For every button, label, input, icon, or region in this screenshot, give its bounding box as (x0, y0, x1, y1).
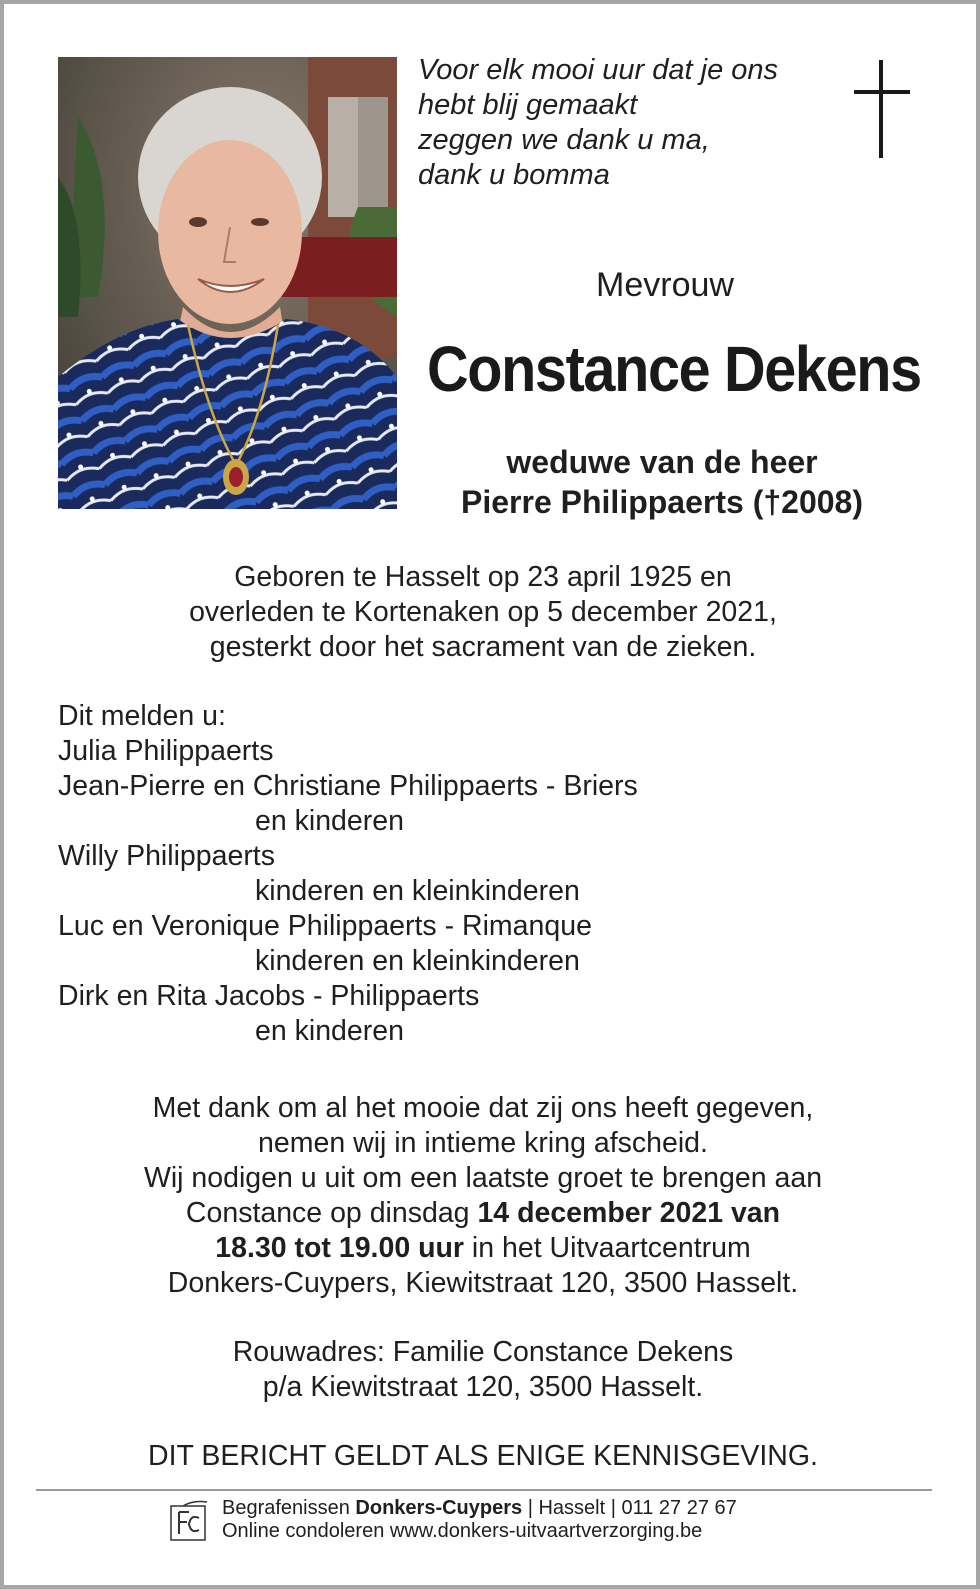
deceased-name: Constance Dekens (427, 333, 921, 405)
widow-line: Pierre Philippaerts (†2008) (461, 484, 863, 520)
poem (418, 53, 838, 193)
family-member-descendants: kinderen en kleinkinderen (255, 875, 580, 907)
details-line: gesterkt door het sacrament van de zieken. (209, 631, 757, 663)
invitation-line (58, 1196, 908, 1231)
funeral-home-logo-icon (169, 1500, 209, 1542)
details-line: overleden te Kortenaken op 5 december 2021, (189, 596, 777, 628)
portrait-photo (58, 57, 397, 509)
invitation-line (58, 1231, 908, 1266)
footer-divider (36, 1489, 932, 1491)
footer-text (222, 1497, 737, 1543)
family-intro: Dit melden u: (58, 700, 226, 732)
footer-website-line: Online condoleren www.donkers-uitvaartverzorging.be (222, 1520, 703, 1542)
invitation-line: Donkers-Cuypers, Kiewitstraat 120, 3500 Hasselt. (167, 1267, 799, 1299)
invitation-text: Constance op dinsdag (185, 1197, 478, 1229)
cross-icon (854, 60, 910, 158)
family-member: Luc en Veronique Philippaerts - Rimanque (58, 910, 592, 942)
family-list (58, 699, 918, 1049)
poem-line: Voor elk mooi uur dat je ons (418, 54, 779, 86)
footer-line (222, 1497, 737, 1520)
invitation-line: Met dank om al het mooie dat zij ons heeft gegeven, (152, 1092, 814, 1124)
farewell-invitation (58, 1091, 908, 1301)
invitation-time: 18.30 tot 19.00 uur (215, 1232, 464, 1264)
family-member: Dirk en Rita Jacobs - Philippaerts (58, 980, 480, 1012)
address-line: Rouwadres: Familie Constance Dekens (232, 1336, 734, 1368)
invitation-date: 14 december 2021 van (477, 1197, 781, 1229)
footer-text-part: Begrafenissen (222, 1497, 356, 1519)
widow-statement (412, 442, 912, 522)
family-member: Willy Philippaerts (58, 840, 275, 872)
family-member: Julia Philippaerts (58, 735, 274, 767)
family-member-descendants: en kinderen (255, 805, 404, 837)
invitation-line: Wij nodigen u uit om een laatste groet te brengen aan (143, 1162, 823, 1194)
mourning-address (58, 1335, 908, 1405)
birth-death-details (58, 560, 908, 665)
official-notice: DIT BERICHT GELDT ALS ENIGE KENNISGEVING. (148, 1440, 818, 1472)
family-member: Jean-Pierre en Christiane Philippaerts - Briers (58, 770, 638, 802)
poem-line: zeggen we dank u ma, (418, 124, 710, 156)
family-member-descendants: kinderen en kleinkinderen (255, 945, 580, 977)
details-line: Geboren te Hasselt op 23 april 1925 en (234, 561, 732, 593)
family-member-descendants: en kinderen (255, 1015, 404, 1047)
invitation-line: nemen wij in intieme kring afscheid. (258, 1127, 708, 1159)
widow-line: weduwe van de heer (506, 444, 818, 480)
footer-contact: | Hasselt | 011 27 27 67 (522, 1497, 737, 1519)
poem-line: dank u bomma (418, 159, 610, 191)
funeral-home-name: Donkers-Cuypers (355, 1497, 523, 1519)
invitation-text: in het Uitvaartcentrum (464, 1232, 751, 1264)
address-line: p/a Kiewitstraat 120, 3500 Hasselt. (262, 1371, 704, 1403)
salutation: Mevrouw (596, 266, 734, 304)
poem-line: hebt blij gemaakt (418, 89, 638, 121)
